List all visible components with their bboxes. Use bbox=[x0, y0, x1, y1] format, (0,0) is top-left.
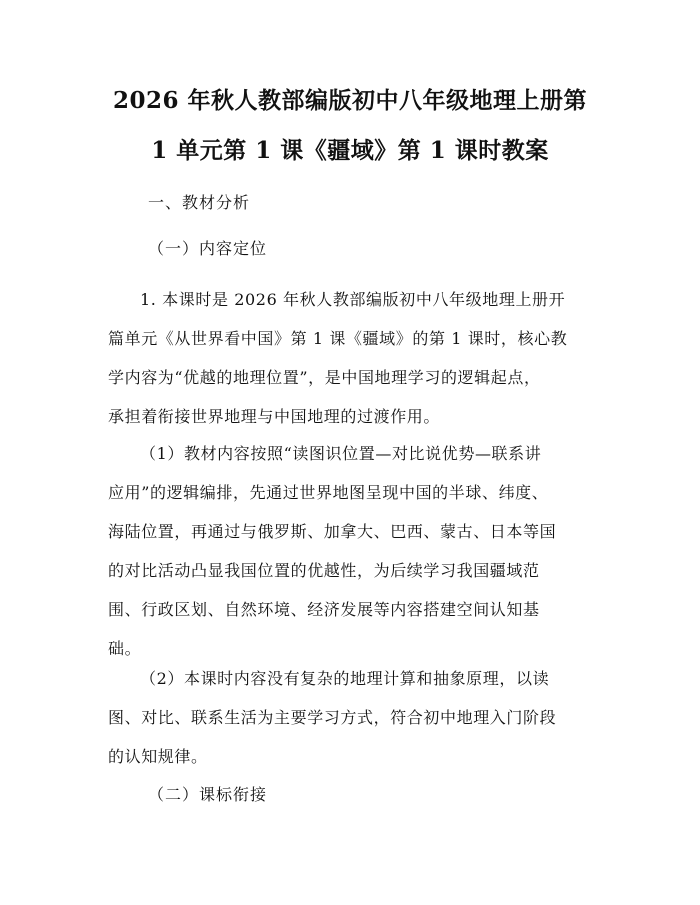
paragraph-line: 的对比活动凸显我国位置的优越性，为后续学习我国疆域范 bbox=[108, 561, 540, 580]
paragraph-line: 础。 bbox=[108, 639, 142, 658]
paragraph-content-arrangement bbox=[108, 434, 608, 668]
paragraph-line: 学内容为“优越的地理位置”，是中国地理学习的逻辑起点， bbox=[108, 368, 541, 387]
document-title-line-2: 1 单元第 1 课《疆域》第 1 课时教案 bbox=[151, 137, 549, 164]
subsection-heading-curriculum-link: （二）课标衔接 bbox=[148, 785, 268, 804]
paragraph-line: （2）本课时内容没有复杂的地理计算和抽象原理，以读 bbox=[140, 669, 550, 688]
paragraph-line: 篇单元《从世界看中国》第 1 课《疆域》的第 1 课时，核心教 bbox=[108, 329, 568, 348]
subsection-heading-content-positioning: （一）内容定位 bbox=[148, 239, 268, 258]
document-title-line-1: 2026 年秋人教部编版初中八年级地理上册第 bbox=[112, 87, 588, 114]
paragraph-line: 图、对比、联系生活为主要学习方式，符合初中地理入门阶段 bbox=[108, 708, 557, 727]
paragraph-line: 的认知规律。 bbox=[108, 747, 208, 766]
paragraph-lesson-position bbox=[108, 280, 608, 436]
paragraph-line: 围、行政区划、自然环境、经济发展等内容搭建空间认知基 bbox=[108, 600, 540, 619]
paragraph-line: 海陆位置，再通过与俄罗斯、加拿大、巴西、蒙古、日本等国 bbox=[108, 522, 557, 541]
paragraph-line: （1）教材内容按照“读图识位置—对比说优势—联系讲 bbox=[140, 444, 542, 463]
paragraph-line: 1. 本课时是 2026 年秋人教部编版初中八年级地理上册开 bbox=[140, 290, 566, 309]
section-heading-textbook-analysis: 一、教材分析 bbox=[148, 193, 251, 212]
paragraph-learning-approach bbox=[108, 659, 608, 776]
paragraph-line: 应用”的逻辑编排，先通过世界地图呈现中国的半球、纬度、 bbox=[108, 483, 549, 502]
paragraph-line: 承担着衔接世界地理与中国地理的过渡作用。 bbox=[108, 407, 441, 426]
